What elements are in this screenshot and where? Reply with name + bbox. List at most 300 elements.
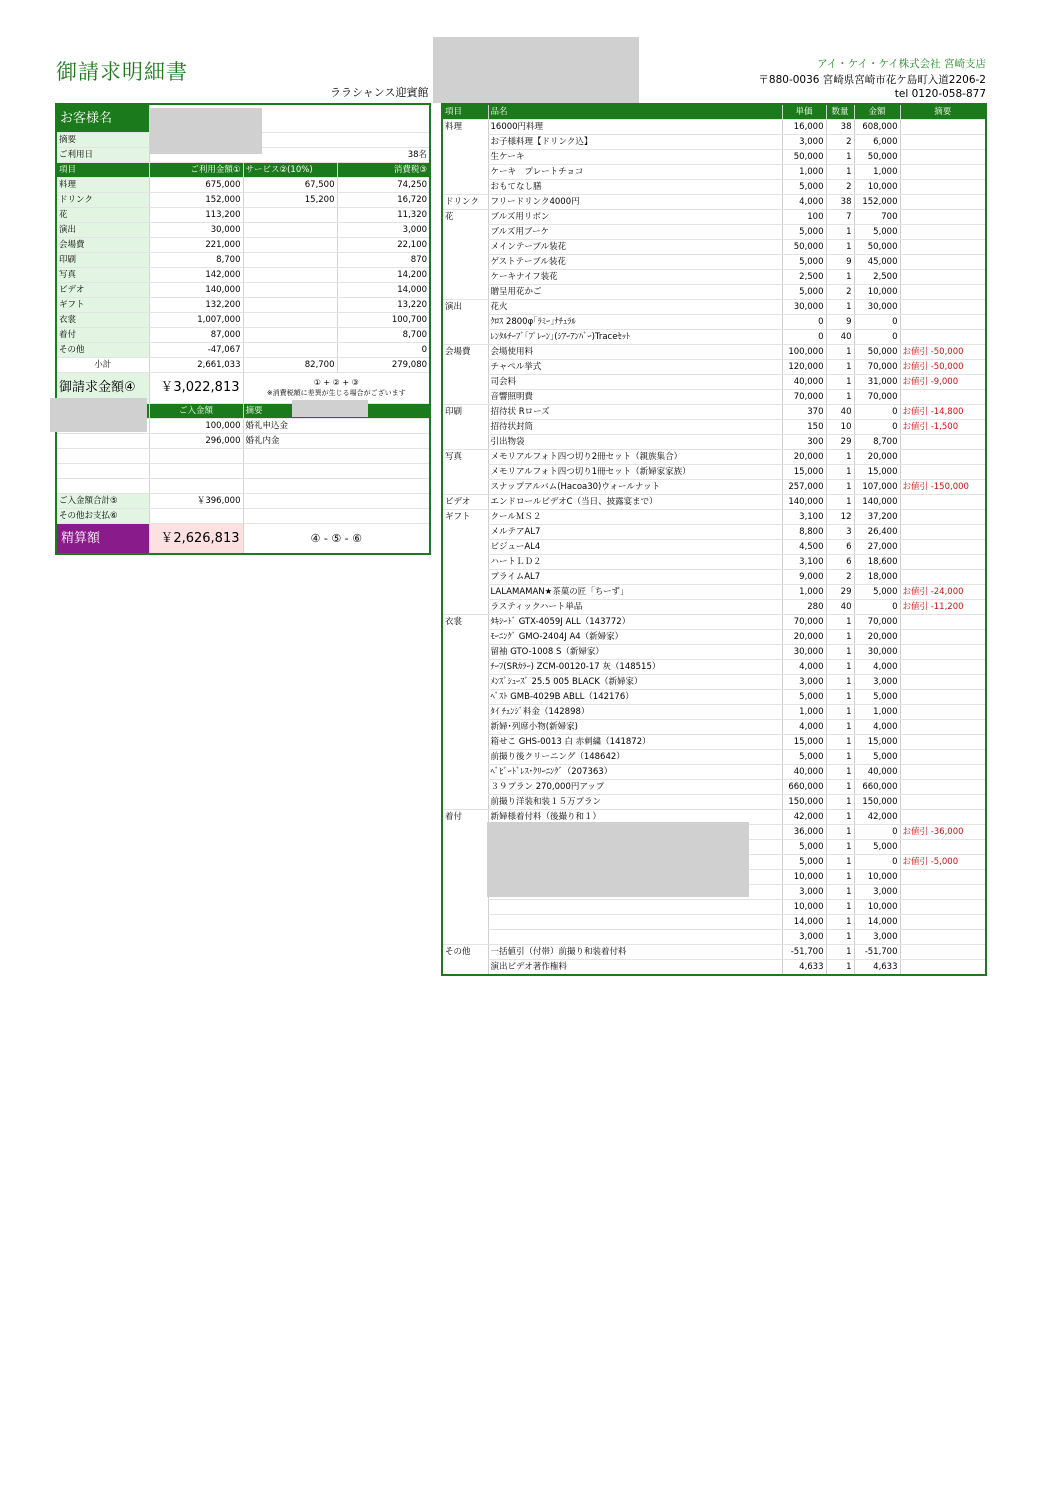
detail-unit-price: 50,000 — [782, 240, 826, 255]
detail-amount: 14,000 — [854, 915, 900, 930]
col-tax-header: 消費税③ — [337, 163, 430, 178]
detail-category — [442, 600, 488, 615]
detail-amount: 70,000 — [854, 390, 900, 405]
payment-memo — [243, 479, 430, 494]
detail-qty: 29 — [826, 585, 854, 600]
detail-qty: 1 — [826, 450, 854, 465]
redaction-block — [50, 398, 147, 432]
detail-qty: 1 — [826, 885, 854, 900]
detail-row — [442, 375, 986, 390]
detail-unit-price: 40,000 — [782, 375, 826, 390]
bill-formula-cell — [243, 373, 430, 404]
detail-item: 前撮り洋装和装１５万プラン — [488, 795, 782, 810]
detail-unit-price: 257,000 — [782, 480, 826, 495]
detail-unit-price: 5,000 — [782, 690, 826, 705]
detail-note — [900, 450, 986, 465]
payment-memo-header: 摘要 — [243, 404, 430, 419]
detail-qty: 1 — [826, 735, 854, 750]
detail-unit-price: 300 — [782, 435, 826, 450]
detail-item: 生ケーキ — [488, 150, 782, 165]
detail-qty: 1 — [826, 960, 854, 976]
detail-row — [442, 675, 986, 690]
payment-amount — [149, 479, 243, 494]
detail-qty: 2 — [826, 135, 854, 150]
detail-unit-price: 5,000 — [782, 225, 826, 240]
detail-row — [442, 630, 986, 645]
detail-item: ケーキ プレートチョコ — [488, 165, 782, 180]
detail-row — [442, 570, 986, 585]
detail-category — [442, 330, 488, 345]
detail-category — [442, 900, 488, 915]
detail-amount: 0 — [854, 315, 900, 330]
payment-amount — [149, 449, 243, 464]
detail-item: ﾀｲ ﾁｪﾝｼﾞ料金（142898） — [488, 705, 782, 720]
detail-category: 演出 — [442, 300, 488, 315]
detail-category — [442, 960, 488, 976]
detail-amount: 50,000 — [854, 345, 900, 360]
detail-category — [442, 675, 488, 690]
detail-item: 前撮り後クリーニング（148642） — [488, 750, 782, 765]
detail-category — [442, 465, 488, 480]
detail-row — [442, 780, 986, 795]
detail-item: 司会料 — [488, 375, 782, 390]
detail-qty: 1 — [826, 345, 854, 360]
detail-note — [900, 570, 986, 585]
detail-item: 新婦･列席小物(新婦家) — [488, 720, 782, 735]
detail-row — [442, 510, 986, 525]
payment-amount-header: ご入金額 — [149, 404, 243, 419]
detail-amount: 45,000 — [854, 255, 900, 270]
detail-unit-price: 5,000 — [782, 855, 826, 870]
detail-row — [442, 150, 986, 165]
detail-qty: 1 — [826, 150, 854, 165]
detail-amount: 608,000 — [854, 120, 900, 135]
col-item-header: 項目 — [56, 163, 149, 178]
detail-category — [442, 180, 488, 195]
detail-note — [900, 690, 986, 705]
detail-note: お値引 -14,800 — [900, 405, 986, 420]
detail-col-unit: 単価 — [782, 104, 826, 120]
detail-category — [442, 825, 488, 840]
detail-amount: 5,000 — [854, 750, 900, 765]
payment-date — [56, 449, 149, 464]
detail-row — [442, 555, 986, 570]
detail-unit-price: 150,000 — [782, 795, 826, 810]
detail-qty: 12 — [826, 510, 854, 525]
detail-row — [442, 390, 986, 405]
detail-amount: 50,000 — [854, 150, 900, 165]
payment-row-empty — [56, 449, 430, 464]
summary-service — [243, 328, 337, 343]
detail-row — [442, 705, 986, 720]
detail-qty: 9 — [826, 315, 854, 330]
detail-item: ﾀｷｼｰﾄﾞ GTX-4059J ALL（143772） — [488, 615, 782, 630]
summary-service — [243, 313, 337, 328]
detail-category — [442, 630, 488, 645]
bill-note: ※消費税額に差異が生じる場合がございます — [266, 389, 406, 397]
summary-row — [56, 223, 430, 238]
detail-category: 写真 — [442, 450, 488, 465]
detail-item: メモリアルフォト四つ切り1冊セット（新婦家家族） — [488, 465, 782, 480]
summary-service — [243, 283, 337, 298]
detail-category — [442, 435, 488, 450]
customer-label: お客様名 — [56, 104, 149, 133]
detail-note — [900, 615, 986, 630]
detail-amount: 8,700 — [854, 435, 900, 450]
summary-tax: 16,720 — [337, 193, 430, 208]
detail-category: 衣裳 — [442, 615, 488, 630]
redaction-block — [487, 822, 749, 897]
summary-item: 演出 — [56, 223, 149, 238]
detail-category — [442, 660, 488, 675]
detail-qty: 1 — [826, 660, 854, 675]
detail-qty: 2 — [826, 570, 854, 585]
detail-qty: 1 — [826, 690, 854, 705]
detail-category — [442, 150, 488, 165]
payment-row-empty — [56, 464, 430, 479]
detail-note — [900, 225, 986, 240]
summary-tax: 11,320 — [337, 208, 430, 223]
detail-row — [442, 450, 986, 465]
summary-row — [56, 253, 430, 268]
detail-note — [900, 840, 986, 855]
detail-qty: 1 — [826, 300, 854, 315]
detail-row — [442, 135, 986, 150]
guest-count: 38名 — [149, 148, 430, 163]
detail-amount: 20,000 — [854, 450, 900, 465]
detail-unit-price: 30,000 — [782, 645, 826, 660]
detail-note — [900, 315, 986, 330]
detail-note: お値引 -9,000 — [900, 375, 986, 390]
detail-unit-price: 3,000 — [782, 135, 826, 150]
summary-item: 写真 — [56, 268, 149, 283]
detail-note — [900, 465, 986, 480]
detail-unit-price: 120,000 — [782, 360, 826, 375]
payment-total-memo — [243, 494, 430, 509]
summary-tax: 13,220 — [337, 298, 430, 313]
detail-item: メルテアAL7 — [488, 525, 782, 540]
summary-service: 15,200 — [243, 193, 337, 208]
detail-item: ｸﾛｽ 2800φ｢ﾗﾐｰ｣ﾅﾁｭﾗﾙ — [488, 315, 782, 330]
detail-unit-price: 70,000 — [782, 390, 826, 405]
summary-row — [56, 193, 430, 208]
col-service-header: サービス②(10%) — [243, 163, 337, 178]
bill-label: 御請求金額④ — [56, 373, 149, 404]
detail-note — [900, 915, 986, 930]
detail-amount: 70,000 — [854, 360, 900, 375]
detail-note — [900, 630, 986, 645]
detail-item: 留袖 GTO-1008 S（新婦家） — [488, 645, 782, 660]
detail-qty: 3 — [826, 525, 854, 540]
detail-unit-price: 100 — [782, 210, 826, 225]
detail-col-item: 品名 — [488, 104, 782, 120]
summary-row — [56, 178, 430, 193]
detail-item: ビジューAL4 — [488, 540, 782, 555]
detail-note — [900, 945, 986, 960]
detail-item: スナップアルバム(Hacoa30)ウォールナット — [488, 480, 782, 495]
detail-note — [900, 960, 986, 976]
detail-qty: 1 — [826, 705, 854, 720]
detail-unit-price: 5,000 — [782, 840, 826, 855]
detail-unit-price: 280 — [782, 600, 826, 615]
detail-item: 演出ビデオ著作権料 — [488, 960, 782, 976]
detail-qty: 38 — [826, 195, 854, 210]
detail-note — [900, 810, 986, 825]
summary-amount: 142,000 — [149, 268, 243, 283]
detail-note — [900, 765, 986, 780]
detail-unit-price: 20,000 — [782, 630, 826, 645]
detail-item: 贈呈用花かご — [488, 285, 782, 300]
payment-amount: 100,000 — [149, 419, 243, 434]
detail-amount: 0 — [854, 420, 900, 435]
detail-note — [900, 720, 986, 735]
detail-amount: 15,000 — [854, 735, 900, 750]
detail-category — [442, 855, 488, 870]
detail-amount: 152,000 — [854, 195, 900, 210]
detail-note — [900, 135, 986, 150]
detail-row — [442, 645, 986, 660]
summary-amount: 132,200 — [149, 298, 243, 313]
detail-item: LALAMAMAN★茶菓の匠「ちーず」 — [488, 585, 782, 600]
summary-amount: 87,000 — [149, 328, 243, 343]
summary-item: ギフト — [56, 298, 149, 313]
detail-row — [442, 615, 986, 630]
detail-item — [488, 900, 782, 915]
detail-category: 着付 — [442, 810, 488, 825]
detail-row — [442, 420, 986, 435]
detail-row — [442, 720, 986, 735]
detail-qty: 1 — [826, 780, 854, 795]
detail-unit-price: 140,000 — [782, 495, 826, 510]
detail-amount: 30,000 — [854, 645, 900, 660]
summary-row — [56, 208, 430, 223]
detail-note — [900, 645, 986, 660]
detail-item: ﾁｰﾌ(SRｶﾗｰ) ZCM-00120-17 灰（148515） — [488, 660, 782, 675]
detail-row — [442, 660, 986, 675]
detail-note — [900, 930, 986, 945]
detail-row — [442, 465, 986, 480]
detail-amount: 3,000 — [854, 930, 900, 945]
detail-item: 箱せこ GHS-0013 白 赤刺繍（141872） — [488, 735, 782, 750]
detail-note — [900, 780, 986, 795]
detail-item: ﾍﾞｽﾄ GMB-4029B ABLL（142176） — [488, 690, 782, 705]
detail-category: ドリンク — [442, 195, 488, 210]
detail-item: メモリアルフォト四つ切り2冊セット（親族集合） — [488, 450, 782, 465]
detail-amount: 2,500 — [854, 270, 900, 285]
detail-qty: 1 — [826, 480, 854, 495]
detail-note — [900, 150, 986, 165]
detail-unit-price: 5,000 — [782, 180, 826, 195]
summary-row — [56, 343, 430, 358]
detail-amount: 26,400 — [854, 525, 900, 540]
detail-qty: 1 — [826, 630, 854, 645]
detail-item — [488, 915, 782, 930]
detail-category — [442, 720, 488, 735]
detail-qty: 1 — [826, 645, 854, 660]
summary-row — [56, 283, 430, 298]
detail-qty: 40 — [826, 330, 854, 345]
detail-note: お値引 -150,000 — [900, 480, 986, 495]
detail-amount: 10,000 — [854, 900, 900, 915]
detail-note — [900, 750, 986, 765]
detail-col-amount: 金額 — [854, 104, 900, 120]
detail-category — [442, 690, 488, 705]
detail-qty: 7 — [826, 210, 854, 225]
detail-unit-price: 16,000 — [782, 120, 826, 135]
summary-tax: 22,100 — [337, 238, 430, 253]
summary-item: 会場費 — [56, 238, 149, 253]
detail-item: エンドロールビデオC（当日、披露宴まで） — [488, 495, 782, 510]
detail-amount: 4,633 — [854, 960, 900, 976]
detail-unit-price: 4,000 — [782, 720, 826, 735]
detail-amount: 18,600 — [854, 555, 900, 570]
payment-memo: 婚礼内金 — [243, 434, 430, 449]
detail-item: 招待状封筒 — [488, 420, 782, 435]
detail-note — [900, 555, 986, 570]
detail-category — [442, 255, 488, 270]
payment-date — [56, 434, 149, 449]
detail-amount: 5,000 — [854, 585, 900, 600]
summary-amount: 30,000 — [149, 223, 243, 238]
detail-amount: 5,000 — [854, 840, 900, 855]
detail-note: お値引 -24,000 — [900, 585, 986, 600]
detail-unit-price: 36,000 — [782, 825, 826, 840]
company-address: 〒880-0036 宮崎県宮崎市花ケ島町入道2206-2 — [758, 74, 986, 86]
detail-category — [442, 795, 488, 810]
detail-note: お値引 -50,000 — [900, 345, 986, 360]
detail-amount: 4,000 — [854, 660, 900, 675]
payment-date — [56, 464, 149, 479]
detail-category — [442, 240, 488, 255]
summary-service — [243, 343, 337, 358]
detail-amount: 0 — [854, 825, 900, 840]
detail-note — [900, 120, 986, 135]
detail-unit-price: 3,100 — [782, 510, 826, 525]
detail-row — [442, 540, 986, 555]
detail-row — [442, 240, 986, 255]
detail-note — [900, 735, 986, 750]
detail-qty: 1 — [826, 240, 854, 255]
subtotal-tax: 279,080 — [337, 358, 430, 373]
detail-row — [442, 765, 986, 780]
detail-unit-price: 40,000 — [782, 765, 826, 780]
detail-note — [900, 195, 986, 210]
detail-category — [442, 555, 488, 570]
detail-header-row — [442, 104, 986, 120]
detail-item: 16000円料理 — [488, 120, 782, 135]
detail-unit-price: 10,000 — [782, 900, 826, 915]
detail-note — [900, 300, 986, 315]
detail-item: 一括値引（付帯）前撮り和装着付料 — [488, 945, 782, 960]
detail-unit-price: 3,100 — [782, 555, 826, 570]
detail-unit-price: 0 — [782, 315, 826, 330]
detail-row — [442, 270, 986, 285]
detail-item: 音響照明費 — [488, 390, 782, 405]
redaction-block — [433, 37, 639, 103]
detail-qty: 1 — [826, 900, 854, 915]
summary-row — [56, 328, 430, 343]
detail-row — [442, 360, 986, 375]
detail-qty: 2 — [826, 285, 854, 300]
detail-qty: 1 — [826, 360, 854, 375]
detail-unit-price: 42,000 — [782, 810, 826, 825]
detail-category — [442, 645, 488, 660]
detail-unit-price: 15,000 — [782, 735, 826, 750]
detail-category: 印刷 — [442, 405, 488, 420]
detail-row — [442, 225, 986, 240]
detail-item: フリードリンク4000円 — [488, 195, 782, 210]
summary-service — [243, 298, 337, 313]
detail-qty: 9 — [826, 255, 854, 270]
summary-header-row — [56, 163, 430, 178]
detail-unit-price: 10,000 — [782, 870, 826, 885]
summary-tax: 100,700 — [337, 313, 430, 328]
detail-category — [442, 525, 488, 540]
detail-qty: 6 — [826, 555, 854, 570]
detail-category: ギフト — [442, 510, 488, 525]
final-formula: ④ - ⑤ - ⑥ — [243, 524, 430, 555]
summary-amount: 113,200 — [149, 208, 243, 223]
detail-note — [900, 270, 986, 285]
detail-col-note: 摘要 — [900, 104, 986, 120]
detail-note — [900, 510, 986, 525]
detail-row — [442, 255, 986, 270]
summary-item: 料理 — [56, 178, 149, 193]
detail-category — [442, 375, 488, 390]
detail-row — [442, 915, 986, 930]
detail-qty: 1 — [826, 720, 854, 735]
summary-tax: 870 — [337, 253, 430, 268]
detail-row — [442, 525, 986, 540]
detail-qty: 40 — [826, 600, 854, 615]
detail-qty: 1 — [826, 855, 854, 870]
summary-row — [56, 238, 430, 253]
payment-amount — [149, 464, 243, 479]
payment-total-amount: ￥396,000 — [149, 494, 243, 509]
detail-item: ３９プラン 270,000円アップ — [488, 780, 782, 795]
detail-amount: 31,000 — [854, 375, 900, 390]
detail-amount: 37,200 — [854, 510, 900, 525]
detail-amount: 10,000 — [854, 870, 900, 885]
detail-item: クールＭＳ２ — [488, 510, 782, 525]
detail-item: ブルズ用ブーケ — [488, 225, 782, 240]
summary-item: ビデオ — [56, 283, 149, 298]
detail-item: ﾒﾝｽﾞｼｭｰｽﾞ 25.5 005 BLACK（新婦家） — [488, 675, 782, 690]
detail-unit-price: -51,700 — [782, 945, 826, 960]
detail-category — [442, 360, 488, 375]
summary-tax: 14,200 — [337, 268, 430, 283]
detail-row — [442, 600, 986, 615]
final-row — [56, 524, 430, 555]
detail-note — [900, 180, 986, 195]
summary-amount: 8,700 — [149, 253, 243, 268]
summary-service — [243, 253, 337, 268]
detail-amount: 107,000 — [854, 480, 900, 495]
detail-row — [442, 690, 986, 705]
detail-qty: 1 — [826, 795, 854, 810]
detail-row — [442, 330, 986, 345]
detail-amount: 30,000 — [854, 300, 900, 315]
detail-row — [442, 930, 986, 945]
detail-amount: 3,000 — [854, 885, 900, 900]
summary-tax: 8,700 — [337, 328, 430, 343]
detail-item: 新婦様着付料（後撮り和１） — [488, 810, 782, 825]
detail-note — [900, 255, 986, 270]
detail-category — [442, 570, 488, 585]
detail-note — [900, 675, 986, 690]
other-payment-memo — [243, 509, 430, 524]
redaction-block — [150, 108, 262, 154]
